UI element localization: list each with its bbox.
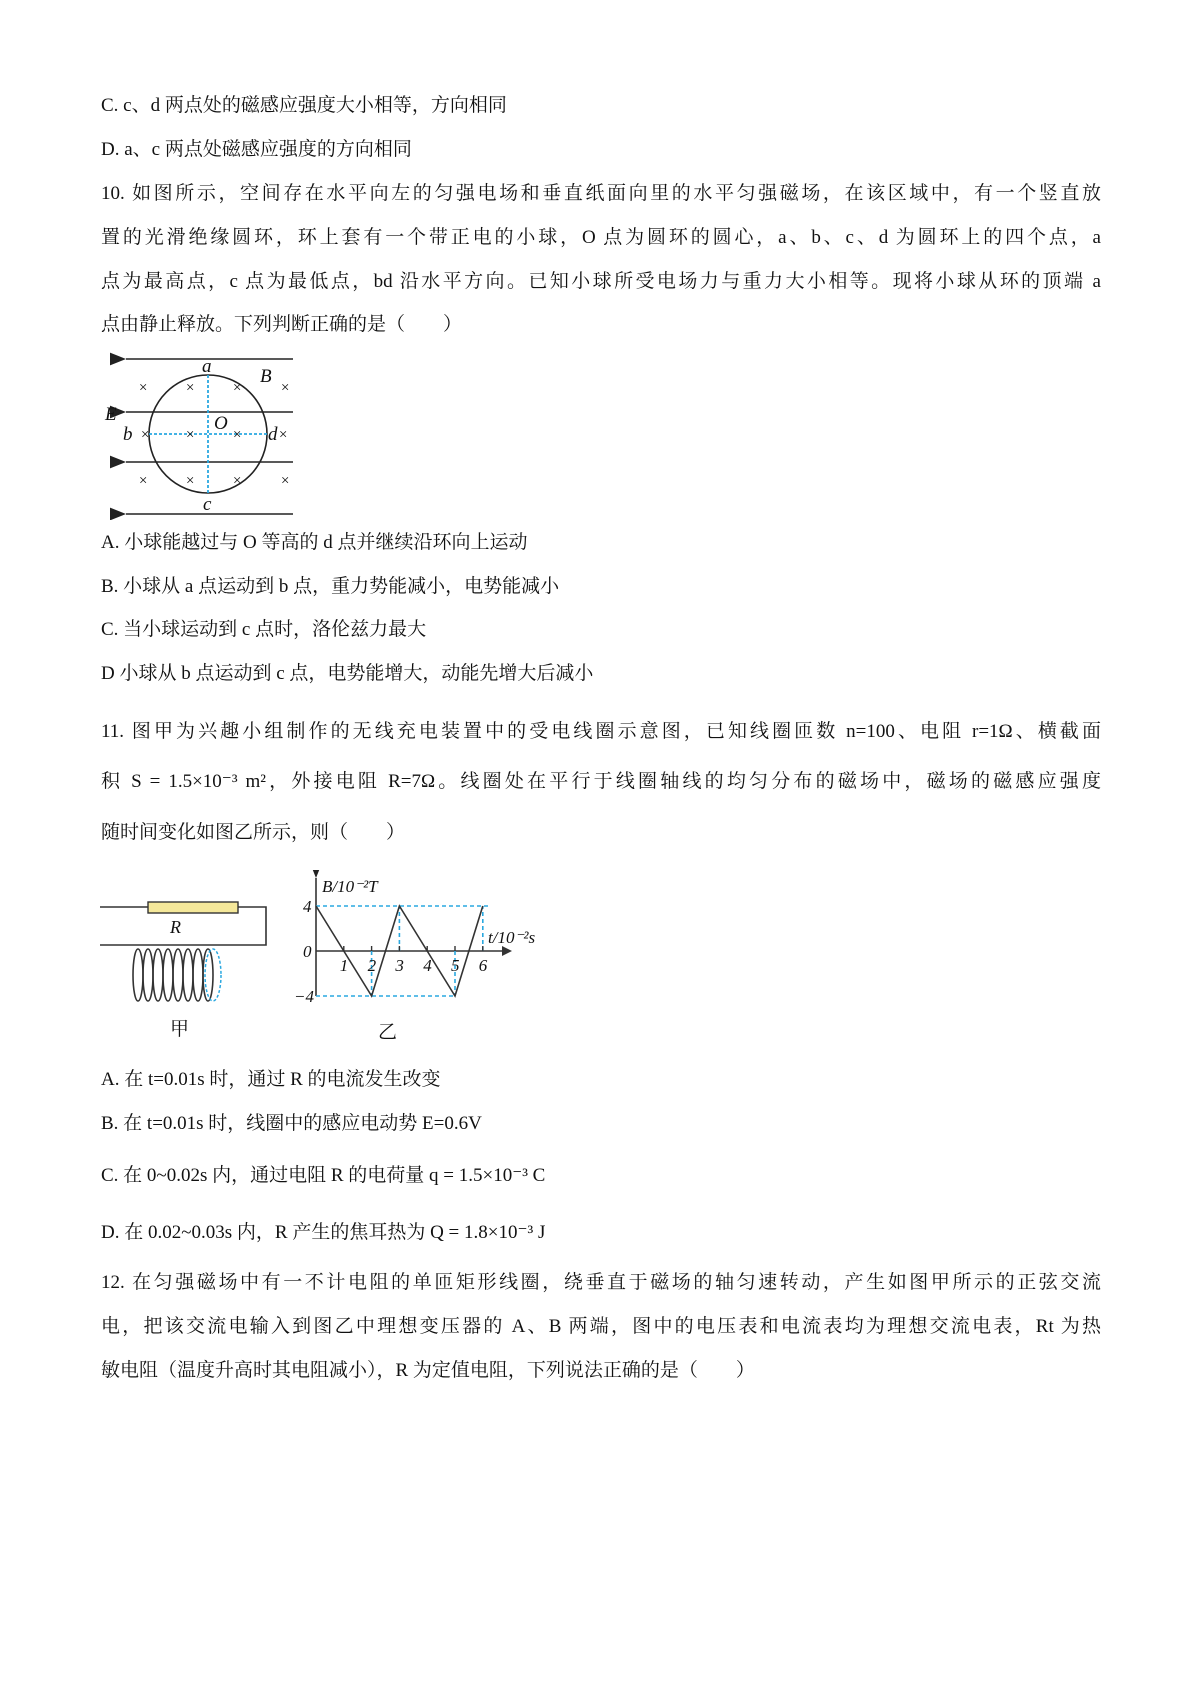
q12-stem-line: 12. 在匀强磁场中有一不计电阻的单匝矩形线圈，绕垂直于磁场的轴匀速转动，产生如图甲所示的正弦交流 — [101, 1272, 1101, 1293]
q10-stem-line: 置的光滑绝缘圆环，环上套有一个带正电的小球，O 点为圆环的圆心，a、b、c、d 为圆环上的四个点，a — [101, 227, 1101, 248]
x-tick-label: 5 — [451, 956, 460, 975]
svg-text:×: × — [232, 473, 243, 489]
q10-option-c: C. 当小球运动到 c 点时，洛伦兹力最大 — [101, 619, 427, 640]
q10-option-a: A. 小球能越过与 O 等高的 d 点并继续沿环向上运动 — [101, 532, 528, 553]
x-tick-label: 4 — [423, 956, 432, 975]
q9-option-c: C. c、d 两点处的磁感应强度大小相等，方向相同 — [101, 95, 507, 116]
q12-stem-line: 敏电阻（温度升高时其电阻减小），R 为定值电阻，下列说法正确的是（ ） — [101, 1360, 755, 1381]
x-tick-label: 3 — [395, 956, 404, 975]
svg-text:×: × — [280, 473, 291, 489]
svg-text:×: × — [185, 427, 196, 443]
x-tick-label: 6 — [478, 956, 488, 975]
x-tick-label: 2 — [367, 956, 377, 975]
svg-text:×: × — [232, 380, 243, 396]
svg-text:×: × — [185, 473, 196, 489]
svg-text:甲: 甲 — [170, 1019, 190, 1040]
svg-text:×: × — [138, 473, 149, 489]
svg-text:O: O — [214, 413, 228, 434]
y-tick-label: −4 — [294, 987, 314, 1006]
y-tick-label: 4 — [303, 897, 312, 916]
q10-stem-line: 点由静止释放。下列判断正确的是（ ） — [101, 314, 463, 335]
q11-figure-yi-chart — [290, 870, 560, 1045]
svg-text:×: × — [232, 427, 243, 443]
q10-option-b: B. 小球从 a 点运动到 b 点，重力势能减小，电势能减小 — [101, 576, 560, 597]
q11-stem-line: 11. 图甲为兴趣小组制作的无线充电装置中的受电线圈示意图，已知线圈匝数 n=100、电阻 r=1Ω、横截面 — [101, 721, 1101, 742]
svg-text:×: × — [140, 427, 151, 443]
q11-stem-line: 积 S = 1.5×10⁻³ m²，外接电阻 R=7Ω。线圈处在平行于线圈轴线的均匀分布的磁场中，磁场的磁感应强度 — [101, 771, 1101, 792]
q10-stem-line: 点为最高点，c 点为最低点，bd 沿水平方向。已知小球所受电场力与重力大小相等。现将小球从环的顶端 a — [101, 271, 1101, 292]
svg-text:a: a — [202, 356, 212, 377]
svg-text:×: × — [138, 380, 149, 396]
svg-text:R: R — [170, 917, 181, 937]
q11-stem-line: 随时间变化如图乙所示，则（ ） — [101, 822, 406, 843]
q10-option-d: D 小球从 b 点运动到 c 点，电势能增大，动能先增大后减小 — [101, 663, 594, 684]
q12-stem-line: 电，把该交流电输入到图乙中理想变压器的 A、B 两端，图中的电压表和电流表均为理想交流电表，Rt 为热 — [101, 1316, 1101, 1337]
q11-option-b: B. 在 t=0.01s 时，线圈中的感应电动势 E=0.6V — [101, 1113, 482, 1134]
svg-text:t/10⁻²s: t/10⁻²s — [488, 928, 536, 947]
svg-text:×: × — [185, 380, 196, 396]
q10-figure — [100, 350, 300, 520]
x-tick-label: 1 — [339, 956, 349, 975]
svg-text:c: c — [203, 494, 212, 515]
q9-option-d: D. a、c 两点处磁感应强度的方向相同 — [101, 139, 412, 160]
svg-text:d: d — [268, 424, 278, 445]
svg-text:E: E — [105, 404, 117, 425]
svg-text:×: × — [278, 427, 289, 443]
q11-option-d: D. 在 0.02~0.03s 内，R 产生的焦耳热为 Q = 1.8×10⁻³ J — [101, 1222, 546, 1243]
q11-figure-jia — [98, 895, 273, 1045]
svg-text:×: × — [280, 380, 291, 396]
q10-stem-line: 10. 如图所示，空间存在水平向左的匀强电场和垂直纸面向里的水平匀强磁场，在该区域中，有一个竖直放 — [101, 183, 1101, 204]
svg-text:B: B — [260, 366, 272, 387]
q11-option-a: A. 在 t=0.01s 时，通过 R 的电流发生改变 — [101, 1069, 441, 1090]
svg-text:b: b — [123, 424, 133, 445]
q11-option-c: C. 在 0~0.02s 内，通过电阻 R 的电荷量 q = 1.5×10⁻³ C — [101, 1165, 546, 1186]
y-tick-label: 0 — [303, 942, 312, 961]
svg-text:乙: 乙 — [378, 1022, 398, 1043]
svg-text:B/10⁻²T: B/10⁻²T — [322, 877, 378, 896]
